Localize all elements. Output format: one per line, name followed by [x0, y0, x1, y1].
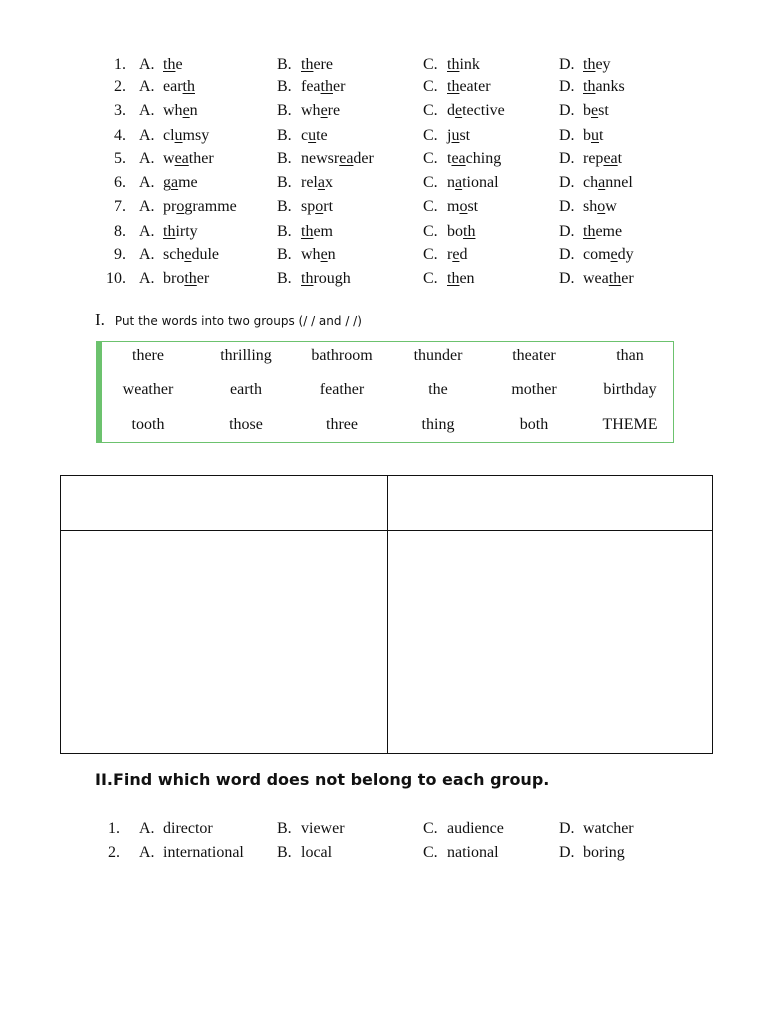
word-part: n: [327, 246, 336, 263]
word-bank-item: than: [616, 347, 644, 364]
option-c-word[interactable]: [447, 270, 475, 288]
word-bank-item: weather: [122, 381, 174, 398]
option-letter: D.: [559, 127, 575, 144]
option-letter: A.: [139, 820, 155, 837]
underlined-sound: th: [583, 78, 596, 95]
option-b-word[interactable]: [301, 246, 336, 264]
word-part: en: [459, 270, 475, 287]
option-letter: A.: [139, 56, 155, 73]
word-part: ch: [583, 174, 599, 191]
sorting-table: [60, 475, 713, 754]
option-d-word[interactable]: [583, 56, 611, 74]
underlined-sound: o: [176, 198, 185, 215]
question-number: 10.: [106, 270, 126, 287]
word-part: t: [447, 150, 452, 167]
option-d-word[interactable]: [583, 102, 609, 120]
word-part: irty: [175, 223, 198, 240]
option-d-word[interactable]: [583, 270, 634, 288]
word-part: n: [447, 174, 455, 191]
option-letter: C.: [423, 78, 438, 95]
question-number: 3.: [114, 102, 126, 119]
word-part: com: [583, 246, 611, 263]
option-letter: C.: [423, 844, 438, 861]
underlined-sound: th: [301, 56, 314, 73]
underlined-sound: th: [583, 223, 596, 240]
option-letter: A.: [139, 223, 155, 240]
word-part: tective: [462, 102, 505, 119]
option-letter: C.: [423, 174, 438, 191]
word-bank-item: both: [519, 416, 549, 433]
section-1-heading: [95, 310, 362, 330]
option-letter: D.: [559, 820, 575, 837]
word-part: rough: [313, 270, 351, 287]
word-part: w: [163, 150, 175, 167]
word-part: pr: [163, 198, 177, 215]
option-letter: C.: [423, 246, 438, 263]
question-row: [0, 246, 768, 270]
option-letter: C.: [423, 56, 438, 73]
underlined-sound: th: [163, 56, 176, 73]
word-bank-item: feather: [319, 381, 365, 398]
question-row: [0, 56, 768, 80]
underlined-sound: ea: [174, 150, 189, 167]
underlined-sound: u: [308, 127, 317, 144]
option-letter: B.: [277, 844, 292, 861]
word-part: rel: [301, 174, 318, 191]
option-c-word[interactable]: [447, 174, 499, 192]
word-part: t: [617, 150, 623, 167]
option-c-word[interactable]: [447, 127, 470, 145]
word-part: me: [178, 174, 198, 191]
option-letter: B.: [277, 223, 292, 240]
word-part: ere: [313, 56, 333, 73]
option-d-word[interactable]: [583, 78, 625, 96]
word-part: bo: [447, 223, 463, 240]
underlined-sound: o: [315, 198, 324, 215]
table-body-right[interactable]: [388, 531, 714, 753]
option-letter: B.: [277, 150, 292, 167]
option-letter: A.: [139, 270, 155, 287]
underlined-sound: a: [171, 174, 179, 191]
word-part: ey: [595, 56, 611, 73]
table-header-right[interactable]: [388, 476, 714, 530]
word-part: st: [459, 127, 471, 144]
underlined-sound: u: [591, 127, 599, 144]
word-part: ther: [188, 150, 214, 167]
underlined-sound: e: [455, 102, 463, 119]
word-part: wh: [163, 102, 183, 119]
question-row: [0, 127, 768, 151]
option-letter: C.: [423, 198, 438, 215]
option-a-word[interactable]: [163, 127, 209, 145]
word-part: r: [447, 246, 453, 263]
word-part: anks: [595, 78, 625, 95]
option-d-word[interactable]: watcher: [583, 820, 634, 837]
option-c-word[interactable]: [447, 56, 480, 74]
option-a-word[interactable]: [163, 270, 209, 288]
option-letter: D.: [559, 198, 575, 215]
question-number: 2.: [114, 78, 126, 95]
table-header-left[interactable]: [61, 476, 387, 530]
word-part: j: [447, 127, 452, 144]
word-part: b: [583, 102, 591, 119]
word-part: d: [459, 246, 468, 263]
underlined-sound: a: [455, 174, 463, 191]
option-a-word[interactable]: [163, 246, 219, 264]
option-b-word[interactable]: [301, 56, 333, 74]
option-a-word[interactable]: [163, 78, 195, 96]
option-letter: B.: [277, 198, 292, 215]
underlined-sound: th: [163, 223, 176, 240]
word-bank-item: theater: [512, 347, 556, 364]
underlined-sound: ea: [451, 150, 466, 167]
option-letter: B.: [277, 820, 292, 837]
word-bank-item: there: [132, 347, 164, 364]
underlined-sound: ea: [603, 150, 618, 167]
option-b-word[interactable]: [301, 270, 351, 288]
option-letter: D.: [559, 246, 575, 263]
word-part: b: [583, 127, 591, 144]
underlined-sound: e: [320, 102, 328, 119]
question-number: 1.: [114, 56, 126, 73]
option-b-word[interactable]: [301, 78, 345, 96]
option-c-word[interactable]: [447, 223, 475, 241]
option-letter: C.: [423, 102, 438, 119]
word-bank-item: earth: [230, 381, 262, 398]
word-part: tional: [462, 174, 499, 191]
underlined-sound: o: [459, 198, 468, 215]
word-part: c: [301, 127, 309, 144]
underlined-sound: th: [447, 56, 460, 73]
word-part: cl: [163, 127, 175, 144]
word-bank-item: bathroom: [311, 347, 373, 364]
question-row: [0, 78, 768, 102]
option-letter: B.: [277, 56, 292, 73]
underlined-sound: ea: [339, 150, 354, 167]
option-b-word[interactable]: local: [301, 844, 333, 861]
word-part: w: [605, 198, 617, 215]
option-d-word[interactable]: [583, 127, 603, 145]
word-part: wh: [301, 102, 321, 119]
underlined-sound: a: [598, 174, 606, 191]
word-part: sp: [301, 198, 316, 215]
option-letter: D.: [559, 174, 575, 191]
underlined-sound: u: [451, 127, 460, 144]
word-part: ear: [163, 78, 183, 95]
section-1-number: I.: [95, 310, 105, 329]
option-b-word[interactable]: [301, 150, 374, 168]
option-letter: D.: [559, 78, 575, 95]
word-part: er: [621, 270, 634, 287]
word-part: eme: [595, 223, 623, 240]
table-body-left[interactable]: [61, 531, 387, 753]
word-part: dule: [191, 246, 219, 263]
underlined-sound: e: [320, 246, 328, 263]
option-letter: B.: [277, 246, 292, 263]
underlined-sound: th: [182, 78, 195, 95]
word-bank-item: the: [428, 381, 448, 398]
option-letter: D.: [559, 150, 575, 167]
underlined-sound: e: [591, 102, 599, 119]
underlined-sound: th: [301, 223, 314, 240]
option-letter: D.: [559, 844, 575, 861]
option-letter: A.: [139, 127, 155, 144]
question-number: 4.: [114, 127, 126, 144]
word-bank-item: thunder: [413, 347, 463, 364]
option-b-word[interactable]: [301, 127, 328, 145]
underlined-sound: a: [317, 174, 325, 191]
option-letter: B.: [277, 127, 292, 144]
word-bank-item: birthday: [603, 381, 657, 398]
word-bank-item: mother: [511, 381, 557, 398]
word-part: nnel: [605, 174, 633, 191]
word-part: ching: [465, 150, 502, 167]
option-letter: B.: [277, 78, 292, 95]
option-c-word[interactable]: [447, 198, 478, 216]
option-letter: C.: [423, 270, 438, 287]
question-row: [0, 820, 768, 844]
word-part: wh: [301, 246, 321, 263]
option-c-word[interactable]: national: [447, 844, 499, 861]
option-letter: A.: [139, 78, 155, 95]
word-part: wea: [583, 270, 609, 287]
option-letter: B.: [277, 270, 292, 287]
underlined-sound: e: [182, 102, 190, 119]
option-a-word[interactable]: [163, 198, 237, 216]
word-part: dy: [617, 246, 634, 263]
word-part: d: [447, 102, 455, 119]
word-bank-item: thing: [421, 416, 455, 433]
underlined-sound: th: [583, 56, 596, 73]
word-part: x: [324, 174, 333, 191]
question-row: [0, 102, 768, 126]
underlined-sound: th: [447, 78, 460, 95]
word-part: gramme: [184, 198, 237, 215]
word-bank-item: THEME: [602, 416, 658, 433]
word-part: e: [175, 56, 183, 73]
option-a-word[interactable]: [163, 150, 214, 168]
underlined-sound: th: [463, 223, 476, 240]
option-c-word[interactable]: [447, 150, 501, 168]
underlined-sound: th: [320, 78, 333, 95]
word-part: newsr: [301, 150, 340, 167]
option-b-word[interactable]: viewer: [301, 820, 345, 837]
option-a-word[interactable]: [163, 223, 198, 241]
option-letter: D.: [559, 102, 575, 119]
section-2-title: II.Find which word does not belong to each group.: [95, 770, 550, 789]
question-row: [0, 150, 768, 174]
word-part: eater: [459, 78, 491, 95]
underlined-sound: th: [301, 270, 314, 287]
option-d-word[interactable]: [583, 174, 633, 192]
option-b-word[interactable]: [301, 223, 333, 241]
word-part: te: [316, 127, 328, 144]
word-bank-item: those: [229, 416, 263, 433]
word-part: g: [163, 174, 171, 191]
option-c-word[interactable]: audience: [447, 820, 504, 837]
word-part: rt: [323, 198, 334, 215]
word-part: st: [467, 198, 479, 215]
word-part: der: [353, 150, 374, 167]
word-part: m: [447, 198, 460, 215]
underlined-sound: o: [597, 198, 606, 215]
underlined-sound: th: [608, 270, 622, 287]
option-d-word[interactable]: [583, 198, 617, 216]
option-a-word[interactable]: international: [163, 844, 244, 861]
option-d-word[interactable]: [583, 223, 622, 241]
word-part: re: [327, 102, 341, 119]
word-part: ink: [459, 56, 480, 73]
word-part: em: [313, 223, 333, 240]
word-part: t: [599, 127, 604, 144]
option-c-word[interactable]: [447, 78, 491, 96]
question-number: 6.: [114, 174, 126, 191]
option-d-word[interactable]: [583, 246, 634, 264]
question-number: 5.: [114, 150, 126, 167]
option-letter: D.: [559, 223, 575, 240]
underlined-sound: e: [184, 246, 192, 263]
option-b-word[interactable]: [301, 198, 333, 216]
underlined-sound: u: [174, 127, 183, 144]
word-part: sh: [583, 198, 598, 215]
word-part: er: [196, 270, 210, 287]
question-number: 9.: [114, 246, 126, 263]
question-number: 1.: [108, 820, 120, 837]
option-letter: A.: [139, 102, 155, 119]
option-a-word[interactable]: director: [163, 820, 213, 837]
word-part: msy: [182, 127, 210, 144]
word-part: st: [598, 102, 609, 119]
option-letter: C.: [423, 223, 438, 240]
question-row: [0, 223, 768, 247]
option-letter: A.: [139, 174, 155, 191]
underlined-sound: e: [610, 246, 618, 263]
word-part: fea: [301, 78, 321, 95]
word-part: rep: [583, 150, 604, 167]
question-row: [0, 198, 768, 222]
word-part: bro: [163, 270, 185, 287]
option-letter: B.: [277, 102, 292, 119]
option-d-word[interactable]: [583, 150, 622, 168]
option-c-word[interactable]: [447, 246, 467, 264]
option-letter: C.: [423, 127, 438, 144]
question-number: 8.: [114, 223, 126, 240]
option-letter: D.: [559, 56, 575, 73]
option-d-word[interactable]: boring: [583, 844, 625, 861]
question-number: 7.: [114, 198, 126, 215]
option-a-word[interactable]: [163, 174, 198, 192]
option-b-word[interactable]: [301, 174, 333, 192]
section-1-instruction: Put the words into two groups (/ / and / /): [114, 314, 362, 328]
option-letter: A.: [139, 246, 155, 263]
word-bank: [96, 341, 674, 443]
option-c-word[interactable]: [447, 102, 505, 120]
question-row: [0, 270, 768, 294]
option-letter: C.: [423, 150, 438, 167]
option-letter: C.: [423, 820, 438, 837]
word-part: er: [332, 78, 346, 95]
option-letter: A.: [139, 150, 155, 167]
underlined-sound: th: [447, 270, 460, 287]
question-row: [0, 174, 768, 198]
option-a-word[interactable]: [163, 56, 183, 74]
option-letter: A.: [139, 844, 155, 861]
word-part: n: [189, 102, 198, 119]
word-bank-item: tooth: [131, 416, 165, 433]
option-letter: A.: [139, 198, 155, 215]
question-row: [0, 844, 768, 868]
underlined-sound: e: [452, 246, 460, 263]
option-letter: B.: [277, 174, 292, 191]
question-number: 2.: [108, 844, 120, 861]
word-part: sch: [163, 246, 185, 263]
option-b-word[interactable]: [301, 102, 340, 120]
word-bank-item: thrilling: [220, 347, 272, 364]
underlined-sound: th: [184, 270, 197, 287]
option-a-word[interactable]: [163, 102, 198, 120]
option-letter: D.: [559, 270, 575, 287]
word-bank-item: three: [326, 416, 358, 433]
